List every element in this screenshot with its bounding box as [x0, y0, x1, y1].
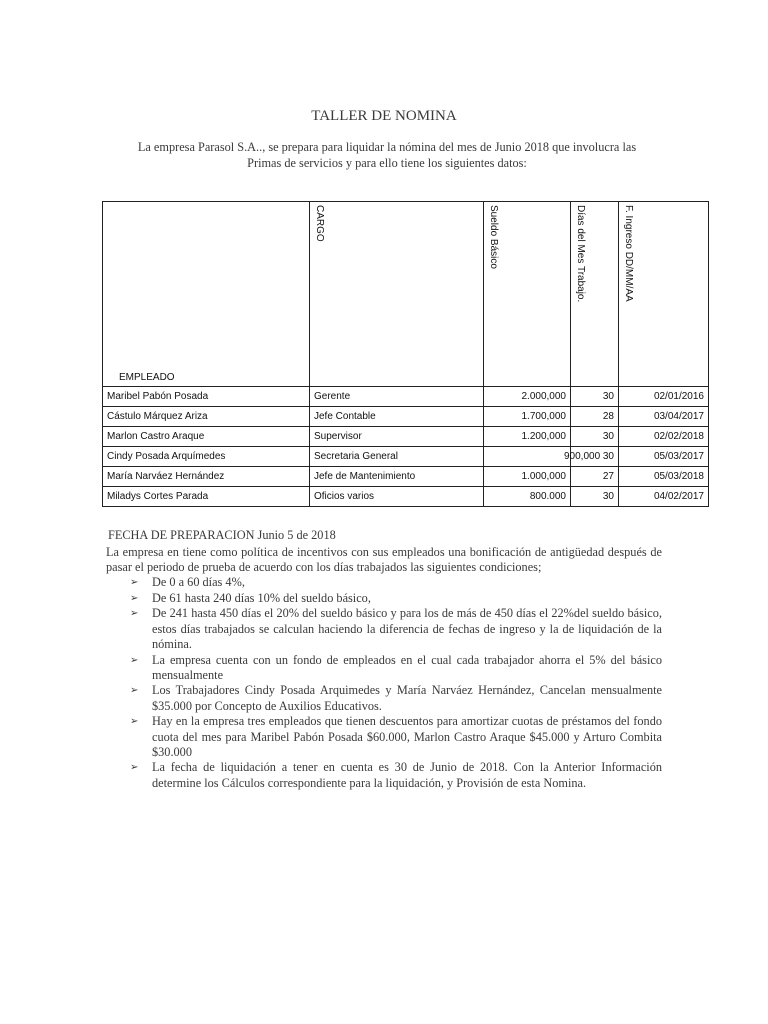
condition-text: De 241 hasta 450 días el 20% del sueldo básico y para los de más de 450 días el 22%del sueldo básico, estos días trabajados se calculan haciendo la diferencia de fechas de ingreso y la de liquidación de la nómina. — [152, 606, 662, 651]
condition-text: De 0 a 60 días 4%, — [152, 575, 245, 589]
list-item — [130, 714, 662, 760]
cell-ingreso: 05/03/2017 — [619, 447, 709, 467]
arrowhead-bullet-icon: ➢ — [130, 762, 139, 774]
header-empleado-label: EMPLEADO — [119, 372, 175, 383]
condition-text: La fecha de liquidación a tener en cuenta es 30 de Junio de 2018. Con la Anterior Información determine los Cálculos correspondiente para la liquidación, y Provisión de esta Nomina. — [152, 760, 662, 790]
table-row — [103, 487, 709, 507]
list-item — [130, 591, 662, 606]
cell-cargo: Supervisor — [310, 427, 484, 447]
cell-cargo: Jefe Contable — [310, 407, 484, 427]
cell-ingreso: 05/03/2018 — [619, 467, 709, 487]
cell-dias: 28 — [571, 407, 619, 427]
list-item — [130, 760, 662, 790]
header-sueldo — [484, 202, 571, 387]
arrowhead-bullet-icon: ➢ — [130, 654, 139, 666]
condition-text: La empresa cuenta con un fondo de empleados en el cual cada trabajador ahorra el 5% del básico mensualmente — [152, 652, 662, 682]
cell-ingreso: 02/02/2018 — [619, 427, 709, 447]
cell-dias: 30 — [571, 427, 619, 447]
cell-ingreso: 03/04/2017 — [619, 407, 709, 427]
arrowhead-bullet-icon: ➢ — [130, 716, 139, 728]
cell-dias: 30 — [571, 447, 619, 467]
cell-sueldo: 800.000 — [484, 487, 571, 507]
cell-cargo: Jefe de Mantenimiento — [310, 467, 484, 487]
header-dias-label: Días del Mes Trabajo. — [575, 205, 586, 303]
cell-empleado: María Narváez Hernández — [103, 467, 310, 487]
cell-empleado: Cindy Posada Arquímedes — [103, 447, 310, 467]
payroll-table — [102, 201, 709, 507]
condition-text: Los Trabajadores Cindy Posada Arquimedes y María Narváez Hernández, Cancelan mensualmente $35.000 por Concepto de Auxilios Educativos. — [152, 683, 662, 713]
cell-ingreso: 02/01/2016 — [619, 387, 709, 407]
arrowhead-bullet-icon: ➢ — [130, 577, 139, 588]
cell-dias: 27 — [571, 467, 619, 487]
header-cargo-label: CARGO — [314, 205, 325, 242]
cell-sueldo: 900,000 — [484, 447, 571, 467]
cell-sueldo: 1.700,000 — [484, 407, 571, 427]
list-item — [130, 575, 662, 590]
list-item — [130, 683, 662, 713]
header-ingreso — [619, 202, 709, 387]
arrowhead-bullet-icon: ➢ — [130, 608, 139, 620]
intro-line-2: Primas de servicios y para ello tiene los siguientes datos: — [247, 156, 527, 170]
cell-dias: 30 — [571, 487, 619, 507]
cell-ingreso: 04/02/2017 — [619, 487, 709, 507]
header-empleado — [103, 202, 310, 387]
list-item — [130, 606, 662, 652]
header-sueldo-label: Sueldo Básico — [488, 205, 499, 269]
table-row — [103, 467, 709, 487]
header-ingreso-label: F. Ingreso DD/MM/AA — [623, 205, 634, 302]
table-row — [103, 387, 709, 407]
policy-intro: La empresa en tiene como política de incentivos con sus empleados una bonificación de antigüedad después de pasar el periodo de prueba de acuerdo con los días trabajados las siguientes condiciones; — [106, 545, 662, 574]
arrowhead-bullet-icon: ➢ — [130, 685, 139, 697]
condition-text: De 61 hasta 240 días 10% del sueldo básico, — [152, 590, 371, 605]
cell-cargo: Secretaria General — [310, 447, 484, 467]
conditions-list — [130, 575, 662, 791]
cell-empleado: Maribel Pabón Posada — [103, 387, 310, 407]
cell-dias: 30 — [571, 387, 619, 407]
intro-paragraph — [100, 139, 674, 171]
intro-line-1: La empresa Parasol S.A.., se prepara para liquidar la nómina del mes de Junio 2018 que involucra las — [137, 140, 637, 154]
table-header-row — [103, 202, 709, 387]
condition-text: Hay en la empresa tres empleados que tienen descuentos para amortizar cuotas de préstamos del fondo cuota del mes para Maribel Pabón Posada $60.000, Marlon Castro Araque $45.000 y Arturo Combita $30.000 — [152, 714, 662, 759]
document-title: TALLER DE NOMINA — [311, 108, 457, 124]
preparation-date: FECHA DE PREPARACION Junio 5 de 2018 — [108, 528, 336, 542]
table-row — [103, 407, 709, 427]
list-item — [130, 653, 662, 683]
cell-sueldo: 1.200,000 — [484, 427, 571, 447]
cell-sueldo: 1.000,000 — [484, 467, 571, 487]
cell-empleado: Marlon Castro Araque — [103, 427, 310, 447]
table-row — [103, 447, 709, 467]
cell-cargo: Oficios varios — [310, 487, 484, 507]
header-dias — [571, 202, 619, 387]
cell-cargo: Gerente — [310, 387, 484, 407]
arrowhead-bullet-icon: ➢ — [130, 592, 139, 604]
header-cargo — [310, 202, 484, 387]
cell-empleado: Miladys Cortes Parada — [103, 487, 310, 507]
cell-empleado: Cástulo Márquez Ariza — [103, 407, 310, 427]
cell-sueldo: 2.000,000 — [484, 387, 571, 407]
table-row — [103, 427, 709, 447]
